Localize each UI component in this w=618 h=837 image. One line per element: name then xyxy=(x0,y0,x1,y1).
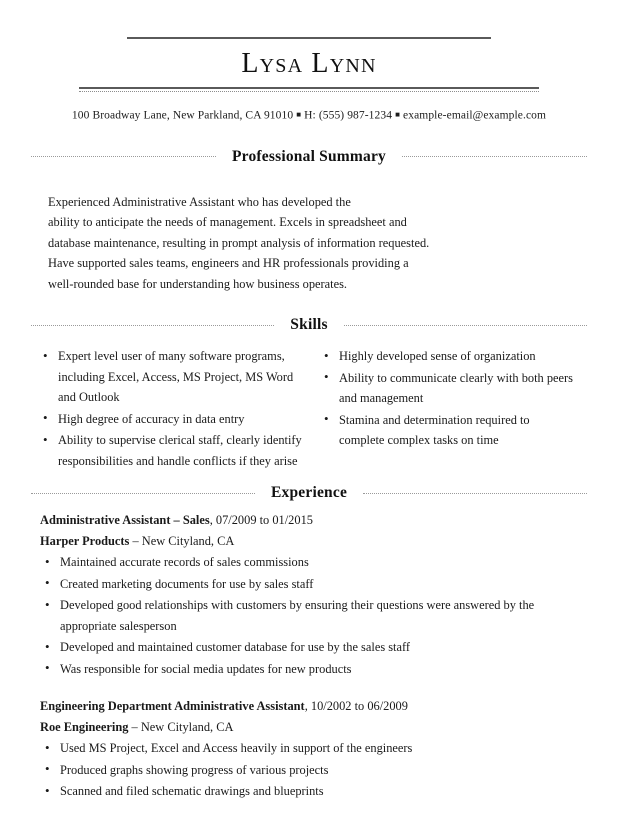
job-company-line xyxy=(40,531,578,552)
job-company-line xyxy=(40,717,578,738)
list-item: • High degree of accuracy in data entry xyxy=(40,409,303,430)
skills-list-right xyxy=(321,346,578,451)
contact-line xyxy=(48,107,570,124)
section-heading-summary xyxy=(31,148,587,166)
summary-line: Have supported sales teams, engineers and HR professionals providing a xyxy=(48,256,409,270)
job-company: Harper Products xyxy=(40,534,130,548)
summary-line: Experienced Administrative Assistant who has developed the xyxy=(48,194,351,209)
resume-header xyxy=(0,37,618,124)
skills-column-right xyxy=(309,346,578,472)
skills-list-left xyxy=(40,346,303,471)
experience-entry xyxy=(40,510,578,679)
list-item: • Ability to communicate clearly with both peers and management xyxy=(321,368,578,409)
job-title-line xyxy=(40,696,578,717)
list-item: • Highly developed sense of organization xyxy=(321,346,578,367)
job-title-line xyxy=(40,510,578,531)
job-title: Engineering Department Administrative Assistant xyxy=(40,699,305,713)
heading-rule-left xyxy=(31,325,274,326)
summary-text xyxy=(48,192,570,295)
section-title: Professional Summary xyxy=(232,147,386,165)
resume-page xyxy=(0,37,618,837)
contact-separator-icon: ■ xyxy=(395,110,401,119)
experience-entry xyxy=(40,696,578,802)
section-title: Experience xyxy=(270,484,348,501)
section-title: Skills xyxy=(290,316,328,333)
list-item: • Used MS Project, Excel and Access heavily in support of the engineers xyxy=(40,738,578,759)
summary-line: database maintenance, resulting in prompt analysis of information requested. xyxy=(48,235,430,250)
list-item: • Scanned and filed schematic drawings and blueprints xyxy=(40,781,578,802)
list-item: • Maintained accurate records of sales commissions xyxy=(40,552,578,573)
contact-phone: H: (555) 987-1234 xyxy=(304,109,393,122)
heading-rule-left xyxy=(31,156,216,157)
section-heading-skills xyxy=(31,316,587,334)
job-location: – New Cityland, CA xyxy=(129,534,235,548)
summary-line: well-rounded base for understanding how business operates. xyxy=(48,276,348,291)
list-item: • Developed good relationships with customers by ensuring their questions were answered by the appropriate salesperson xyxy=(40,595,578,636)
candidate-name: Lysa Lynn xyxy=(241,48,377,79)
heading-rule-left xyxy=(31,493,255,494)
section-experience xyxy=(0,484,618,802)
heading-rule-right xyxy=(344,325,587,326)
job-bullet-list xyxy=(40,738,578,802)
contact-email: example-email@example.com xyxy=(403,109,547,122)
contact-address: 100 Broadway Lane, New Parkland, CA 91010 xyxy=(71,109,294,122)
skills-column-left xyxy=(40,346,309,472)
contact-separator-icon: ■ xyxy=(296,110,302,119)
list-item: • Stamina and determination required to complete complex tasks on time xyxy=(321,410,578,451)
section-professional-summary xyxy=(0,148,618,295)
heading-rule-right xyxy=(363,493,587,494)
section-heading-experience xyxy=(31,484,587,502)
job-title: Administrative Assistant – Sales xyxy=(40,513,210,527)
header-rule-solid xyxy=(79,87,539,89)
job-dates: , 10/2002 to 06/2009 xyxy=(304,699,408,713)
job-dates: , 07/2009 to 01/2015 xyxy=(209,513,313,527)
header-bottom-rule xyxy=(79,87,539,92)
skills-columns xyxy=(40,346,578,472)
list-item: • Produced graphs showing progress of various projects xyxy=(40,760,578,781)
header-rule-dotted xyxy=(79,91,539,92)
summary-line: ability to anticipate the needs of management. Excels in spreadsheet and xyxy=(48,215,407,229)
job-company: Roe Engineering xyxy=(40,720,129,734)
heading-rule-right xyxy=(402,156,587,157)
list-item: • Was responsible for social media updates for new products xyxy=(40,659,578,680)
job-bullet-list xyxy=(40,552,578,679)
section-skills xyxy=(0,316,618,472)
list-item: • Developed and maintained customer database for use by the sales staff xyxy=(40,637,578,658)
job-location: – New Cityland, CA xyxy=(128,720,234,734)
list-item: • Created marketing documents for use by sales staff xyxy=(40,574,578,595)
list-item: • Expert level user of many software programs, including Excel, Access, MS Project, MS Word and Outlook xyxy=(40,346,303,408)
experience-list xyxy=(40,510,578,802)
list-item: • Ability to supervise clerical staff, clearly identify responsibilities and handle conflicts if they arise xyxy=(40,430,303,471)
